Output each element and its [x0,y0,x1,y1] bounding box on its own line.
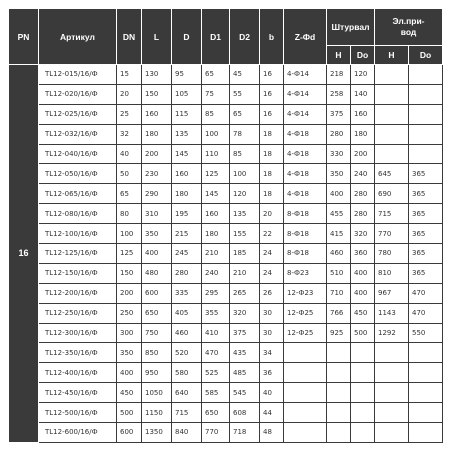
l-cell: 750 [142,323,172,343]
dn-cell: 150 [117,263,142,283]
l-cell: 1150 [142,403,172,423]
dn-cell: 300 [117,323,142,343]
dn-cell: 40 [117,144,142,164]
table-row [9,343,443,363]
eldrive-h-cell [375,65,409,85]
eldrive-do-cell [409,363,443,383]
shturval-do-cell: 450 [351,303,375,323]
header-dn: DN [117,9,142,65]
shturval-h-cell: 455 [327,204,351,224]
shturval-h-cell: 350 [327,164,351,184]
eldrive-do-cell: 365 [409,184,443,204]
table-row [9,403,443,423]
eldrive-do-cell [409,104,443,124]
eldrive-h-cell: 645 [375,164,409,184]
l-cell: 400 [142,244,172,264]
header-eldrive-do: Do [409,46,443,65]
eldrive-h-cell: 715 [375,204,409,224]
d2-cell: 485 [230,363,260,383]
d1-cell: 110 [202,144,230,164]
table-row [9,204,443,224]
eldrive-do-cell: 470 [409,303,443,323]
table-row [9,383,443,403]
shturval-do-cell: 400 [351,263,375,283]
shturval-h-cell: 460 [327,244,351,264]
d-cell: 160 [172,164,202,184]
eldrive-do-cell [409,423,443,443]
d1-cell: 585 [202,383,230,403]
table-row [9,84,443,104]
header-zfd: Z-Фd [284,9,327,65]
l-cell: 1350 [142,423,172,443]
d2-cell: 45 [230,65,260,85]
d2-cell: 100 [230,164,260,184]
b-cell: 18 [260,164,284,184]
dn-cell: 80 [117,204,142,224]
dn-cell: 50 [117,164,142,184]
zfd-cell: 8-Ф18 [284,204,327,224]
zfd-cell: 4-Ф14 [284,104,327,124]
b-cell: 20 [260,204,284,224]
table-body [9,65,443,443]
shturval-do-cell: 360 [351,244,375,264]
l-cell: 310 [142,204,172,224]
eldrive-do-cell [409,383,443,403]
header-shturval-h: H [327,46,351,65]
zfd-cell: 4-Ф14 [284,65,327,85]
eldrive-h-cell [375,104,409,124]
shturval-h-cell: 375 [327,104,351,124]
shturval-do-cell [351,403,375,423]
d2-cell: 78 [230,124,260,144]
d1-cell: 240 [202,263,230,283]
dn-cell: 400 [117,363,142,383]
b-cell: 40 [260,383,284,403]
eldrive-h-cell: 967 [375,283,409,303]
eldrive-h-cell: 1143 [375,303,409,323]
d-cell: 135 [172,124,202,144]
header-row-main [9,9,443,46]
d-cell: 520 [172,343,202,363]
header-d1: D1 [202,9,230,65]
b-cell: 30 [260,303,284,323]
d2-cell: 120 [230,184,260,204]
d1-cell: 355 [202,303,230,323]
l-cell: 600 [142,283,172,303]
header-eldrive [375,9,443,46]
d-cell: 405 [172,303,202,323]
d2-cell: 210 [230,263,260,283]
dn-cell: 450 [117,383,142,403]
shturval-do-cell: 120 [351,65,375,85]
l-cell: 650 [142,303,172,323]
shturval-h-cell: 258 [327,84,351,104]
article-cell: TL12-400/16/Ф [39,363,117,383]
d2-cell: 608 [230,403,260,423]
b-cell: 16 [260,65,284,85]
shturval-do-cell [351,343,375,363]
eldrive-do-cell: 365 [409,244,443,264]
d1-cell: 525 [202,363,230,383]
dn-cell: 125 [117,244,142,264]
b-cell: 24 [260,263,284,283]
d1-cell: 75 [202,84,230,104]
l-cell: 950 [142,363,172,383]
d2-cell: 135 [230,204,260,224]
l-cell: 200 [142,144,172,164]
eldrive-h-cell [375,144,409,164]
d-cell: 180 [172,184,202,204]
eldrive-h-cell [375,423,409,443]
shturval-h-cell: 280 [327,124,351,144]
d-cell: 95 [172,65,202,85]
dn-cell: 200 [117,283,142,303]
dn-cell: 20 [117,84,142,104]
d-cell: 245 [172,244,202,264]
l-cell: 150 [142,84,172,104]
d2-cell: 375 [230,323,260,343]
l-cell: 130 [142,65,172,85]
dn-cell: 600 [117,423,142,443]
shturval-do-cell [351,423,375,443]
eldrive-do-cell [409,124,443,144]
shturval-do-cell: 280 [351,184,375,204]
d-cell: 580 [172,363,202,383]
zfd-cell [284,423,327,443]
shturval-do-cell [351,363,375,383]
header-shturval-do: Do [351,46,375,65]
shturval-h-cell [327,403,351,423]
zfd-cell [284,343,327,363]
b-cell: 22 [260,224,284,244]
zfd-cell [284,363,327,383]
header-eldrive-text [393,16,425,38]
shturval-h-cell [327,343,351,363]
eldrive-h-cell [375,124,409,144]
table-row [9,323,443,343]
shturval-h-cell: 218 [327,65,351,85]
dn-cell: 100 [117,224,142,244]
eldrive-h-cell: 770 [375,224,409,244]
d-cell: 840 [172,423,202,443]
header-b: b [260,9,284,65]
l-cell: 1050 [142,383,172,403]
table-row [9,224,443,244]
dn-cell: 350 [117,343,142,363]
dn-cell: 15 [117,65,142,85]
header-shturval: Штурвал [327,9,375,46]
dn-cell: 32 [117,124,142,144]
article-cell: TL12-300/16/Ф [39,323,117,343]
shturval-h-cell: 925 [327,323,351,343]
table-row [9,303,443,323]
article-cell: TL12-025/16/Ф [39,104,117,124]
spec-table [8,8,443,443]
eldrive-do-cell: 365 [409,224,443,244]
shturval-do-cell: 320 [351,224,375,244]
article-cell: TL12-020/16/Ф [39,84,117,104]
article-cell: TL12-080/16/Ф [39,204,117,224]
article-cell: TL12-350/16/Ф [39,343,117,363]
d-cell: 215 [172,224,202,244]
d2-cell: 320 [230,303,260,323]
shturval-h-cell: 415 [327,224,351,244]
eldrive-do-cell [409,65,443,85]
zfd-cell [284,383,327,403]
d-cell: 335 [172,283,202,303]
d1-cell: 470 [202,343,230,363]
shturval-do-cell: 180 [351,124,375,144]
d2-cell: 85 [230,144,260,164]
table-row [9,363,443,383]
d-cell: 460 [172,323,202,343]
zfd-cell: 4-Ф18 [284,164,327,184]
b-cell: 30 [260,323,284,343]
header-eldrive-h: H [375,46,409,65]
d2-cell: 435 [230,343,260,363]
article-cell: TL12-100/16/Ф [39,224,117,244]
table-row [9,164,443,184]
d1-cell: 125 [202,164,230,184]
shturval-do-cell: 140 [351,84,375,104]
d1-cell: 210 [202,244,230,264]
d-cell: 195 [172,204,202,224]
l-cell: 180 [142,124,172,144]
eldrive-h-cell [375,403,409,423]
eldrive-h-cell: 810 [375,263,409,283]
d-cell: 115 [172,104,202,124]
table-row [9,263,443,283]
d2-cell: 65 [230,104,260,124]
table-row [9,283,443,303]
b-cell: 18 [260,144,284,164]
article-cell: TL12-032/16/Ф [39,124,117,144]
eldrive-h-cell: 780 [375,244,409,264]
l-cell: 480 [142,263,172,283]
shturval-h-cell [327,383,351,403]
d1-cell: 770 [202,423,230,443]
b-cell: 24 [260,244,284,264]
eldrive-do-cell: 365 [409,164,443,184]
eldrive-h-cell [375,84,409,104]
d1-cell: 85 [202,104,230,124]
d-cell: 105 [172,84,202,104]
b-cell: 48 [260,423,284,443]
d-cell: 715 [172,403,202,423]
dn-cell: 250 [117,303,142,323]
shturval-h-cell: 330 [327,144,351,164]
d2-cell: 55 [230,84,260,104]
shturval-h-cell [327,363,351,383]
header-eldrive-line1: Эл.при- [392,16,425,26]
d1-cell: 650 [202,403,230,423]
shturval-h-cell: 400 [327,184,351,204]
b-cell: 18 [260,184,284,204]
d1-cell: 100 [202,124,230,144]
table-row [9,104,443,124]
zfd-cell: 4-Ф18 [284,144,327,164]
d1-cell: 65 [202,65,230,85]
zfd-cell: 4-Ф14 [284,84,327,104]
eldrive-do-cell [409,84,443,104]
table-row [9,244,443,264]
article-cell: TL12-065/16/Ф [39,184,117,204]
b-cell: 18 [260,124,284,144]
d2-cell: 155 [230,224,260,244]
eldrive-do-cell [409,144,443,164]
d1-cell: 160 [202,204,230,224]
shturval-h-cell [327,423,351,443]
zfd-cell: 12-Ф23 [284,283,327,303]
l-cell: 230 [142,164,172,184]
dn-cell: 25 [117,104,142,124]
zfd-cell [284,403,327,423]
shturval-h-cell: 710 [327,283,351,303]
d1-cell: 180 [202,224,230,244]
shturval-do-cell [351,383,375,403]
eldrive-do-cell [409,403,443,423]
zfd-cell: 8-Ф23 [284,263,327,283]
d-cell: 640 [172,383,202,403]
dn-cell: 500 [117,403,142,423]
shturval-do-cell: 500 [351,323,375,343]
header-d: D [172,9,202,65]
article-cell: TL12-015/16/Ф [39,65,117,85]
table-header [9,9,443,65]
l-cell: 160 [142,104,172,124]
shturval-do-cell: 280 [351,204,375,224]
spec-table-container [8,8,442,443]
d2-cell: 185 [230,244,260,264]
article-cell: TL12-500/16/Ф [39,403,117,423]
shturval-do-cell: 200 [351,144,375,164]
table-row [9,423,443,443]
article-cell: TL12-450/16/Ф [39,383,117,403]
eldrive-do-cell: 550 [409,323,443,343]
d2-cell: 265 [230,283,260,303]
b-cell: 16 [260,84,284,104]
pn-value-cell: 16 [9,65,39,443]
d-cell: 280 [172,263,202,283]
shturval-do-cell: 240 [351,164,375,184]
eldrive-do-cell: 365 [409,263,443,283]
zfd-cell: 4-Ф18 [284,124,327,144]
d-cell: 145 [172,144,202,164]
zfd-cell: 12-Ф25 [284,303,327,323]
shturval-do-cell: 160 [351,104,375,124]
l-cell: 850 [142,343,172,363]
header-l: L [142,9,172,65]
shturval-do-cell: 400 [351,283,375,303]
table-row [9,184,443,204]
eldrive-h-cell: 690 [375,184,409,204]
header-article: Артикул [39,9,117,65]
d1-cell: 295 [202,283,230,303]
d1-cell: 410 [202,323,230,343]
header-d2: D2 [230,9,260,65]
b-cell: 34 [260,343,284,363]
header-eldrive-line2: вод [400,27,417,37]
zfd-cell: 12-Ф25 [284,323,327,343]
eldrive-h-cell [375,383,409,403]
zfd-cell: 4-Ф18 [284,184,327,204]
table-row [9,144,443,164]
b-cell: 26 [260,283,284,303]
eldrive-h-cell [375,343,409,363]
eldrive-do-cell: 470 [409,283,443,303]
table-row [9,124,443,144]
article-cell: TL12-150/16/Ф [39,263,117,283]
article-cell: TL12-125/16/Ф [39,244,117,264]
b-cell: 44 [260,403,284,423]
b-cell: 16 [260,104,284,124]
b-cell: 36 [260,363,284,383]
eldrive-h-cell: 1292 [375,323,409,343]
zfd-cell: 8-Ф18 [284,224,327,244]
shturval-h-cell: 766 [327,303,351,323]
article-cell: TL12-200/16/Ф [39,283,117,303]
eldrive-do-cell: 365 [409,204,443,224]
d2-cell: 718 [230,423,260,443]
article-cell: TL12-600/16/Ф [39,423,117,443]
shturval-h-cell: 510 [327,263,351,283]
eldrive-do-cell [409,343,443,363]
article-cell: TL12-250/16/Ф [39,303,117,323]
l-cell: 350 [142,224,172,244]
eldrive-h-cell [375,363,409,383]
zfd-cell: 8-Ф18 [284,244,327,264]
l-cell: 290 [142,184,172,204]
table-row [9,65,443,85]
d2-cell: 545 [230,383,260,403]
dn-cell: 65 [117,184,142,204]
article-cell: TL12-050/16/Ф [39,164,117,184]
d1-cell: 145 [202,184,230,204]
article-cell: TL12-040/16/Ф [39,144,117,164]
header-pn: PN [9,9,39,65]
